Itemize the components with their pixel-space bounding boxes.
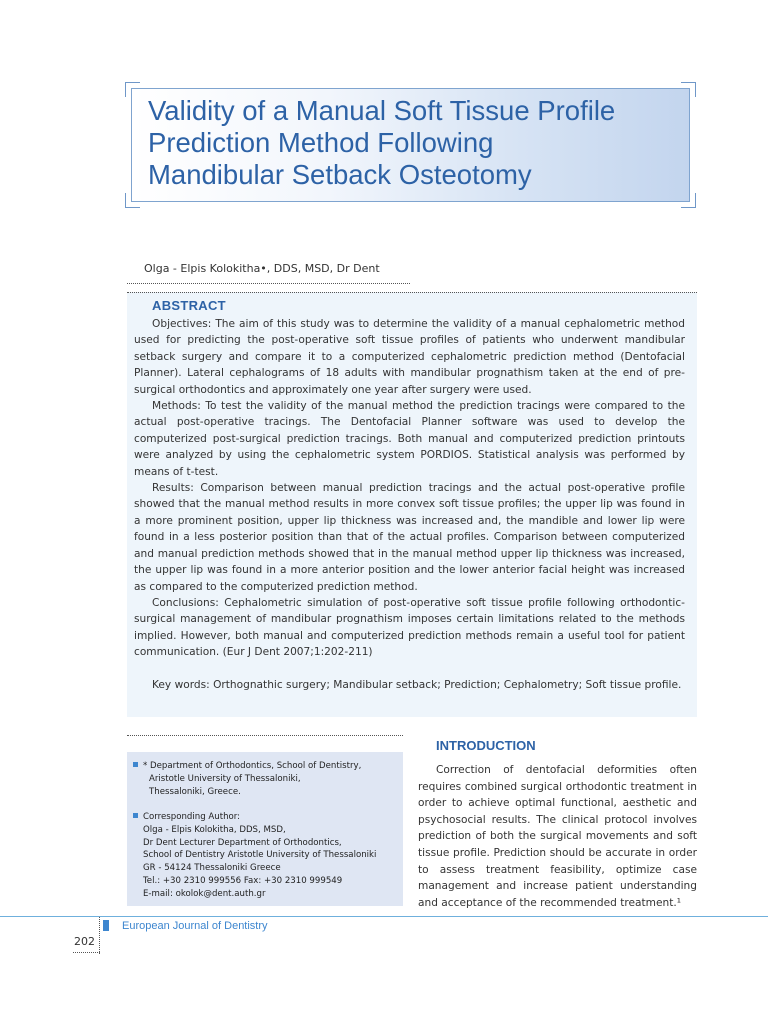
page-number: 202 xyxy=(74,935,95,948)
title-line: Prediction Method Following xyxy=(148,127,494,158)
dotted-divider xyxy=(127,283,410,284)
abstract-box xyxy=(127,292,697,717)
dotted-divider xyxy=(127,735,403,736)
dotted-divider xyxy=(127,292,697,293)
abstract-keywords: Key words: Orthognathic surgery; Mandibular setback; Prediction; Cephalometry; Soft tissue profile. xyxy=(152,678,682,691)
abstract-objectives: Objectives: The aim of this study was to determine the validity of a manual cephalometric method used for predicting the post-operative soft tissue profiles of patients who underwent mandibular setback surgery and compare it to a computerized cephalometric prediction method (Dentofacial Planner). Lateral cephalograms of 18 adults with mandibular prognathism taken at the end of pre-surgical orthodontics and approximately one year after surgery were used. xyxy=(134,318,685,396)
title-line: Mandibular Setback Osteotomy xyxy=(148,159,532,190)
title-box xyxy=(131,88,690,202)
corner-mark xyxy=(125,82,140,97)
abstract-results: Results: Comparison between manual prediction tracings and the actual post-operative profile showed that the manual method results in more convex soft tissue profiles; the upper lip was found in a more prominent position, upper lip thickness was increased and, the mandible and lower lip were found in a less posterior position than that of the actual profiles. Comparison between computerized and manual prediction methods showed that in the manual method upper lip thickness was increased, the upper lip was found in a more anterior position and the lower anterior facial height was increased as compared to the computerized prediction method. xyxy=(134,482,685,593)
bullet-square-icon xyxy=(133,762,138,767)
corresponding-line: GR - 54124 Thessaloniki Greece xyxy=(143,863,281,874)
affiliation-line: Thessaloniki, Greece. xyxy=(149,786,241,797)
corresponding-line: Olga - Elpis Kolokitha, DDS, MSD, xyxy=(143,824,286,835)
bullet-square-icon xyxy=(133,813,138,818)
corresponding-author xyxy=(133,811,376,901)
affiliation-department xyxy=(133,760,361,798)
affiliation-box xyxy=(127,752,403,906)
corresponding-line: School of Dentistry Aristotle University of Thessaloniki xyxy=(143,850,377,861)
affiliation-line: * Department of Orthodontics, School of Dentistry, xyxy=(143,761,362,771)
abstract-methods: Methods: To test the validity of the manual method the prediction tracings were compared to the actual post-operative tracings. The Dentofacial Planner software was used to develop the computerized post-surgical prediction tracings. Both manual and computerized prediction printouts were analyzed by using the cephalometric system PORDIOS. Statistical analysis was performed by means of t-test. xyxy=(134,400,685,478)
corner-mark xyxy=(681,193,696,208)
corresponding-line: Dr Dent Lecturer Department of Orthodontics, xyxy=(143,837,342,848)
title-line: Validity of a Manual Soft Tissue Profile xyxy=(148,95,616,126)
footer-square-icon xyxy=(103,920,109,931)
corner-mark xyxy=(681,82,696,97)
introduction-heading: INTRODUCTION xyxy=(436,738,536,753)
footer-rule xyxy=(0,916,768,917)
page-number-rule xyxy=(99,917,100,954)
corner-mark xyxy=(125,193,140,208)
introduction-paragraph: Correction of dentofacial deformities often requires combined surgical orthodontic treatment in order to achieve optimal functional, aesthetic and psychosocial results. The clinical protocol involves prediction of both the surgical movements and soft tissue profile. Prediction should be accurate in order to assess treatment feasibility, optimize case management and increase patient understanding and acceptance of the recommended treatment.¹ xyxy=(418,764,697,909)
abstract-heading: ABSTRACT xyxy=(152,298,226,313)
abstract-body xyxy=(134,316,685,693)
corresponding-heading: Corresponding Author: xyxy=(143,812,241,822)
author-line: Olga - Elpis Kolokitha•, DDS, MSD, Dr Dent xyxy=(144,262,380,275)
page-number-rule xyxy=(73,952,100,953)
affiliation-line: Aristotle University of Thessaloniki, xyxy=(149,773,301,784)
abstract-conclusions: Conclusions: Cephalometric simulation of post-operative soft tissue profile following orthodontic-surgical management of mandibular prognathism imposes certain limitations related to the methods implied. However, both manual and computerized prediction methods remain a useful tool for patient communication. (Eur J Dent 2007;1:202-211) xyxy=(134,596,685,659)
corresponding-line: Tel.: +30 2310 999556 Fax: +30 2310 999549 xyxy=(143,875,343,886)
journal-name: European Journal of Dentistry xyxy=(122,920,268,932)
article-title xyxy=(148,95,679,191)
corresponding-email: E-mail: okolok@dent.auth.gr xyxy=(143,888,266,899)
introduction-body xyxy=(418,762,697,911)
